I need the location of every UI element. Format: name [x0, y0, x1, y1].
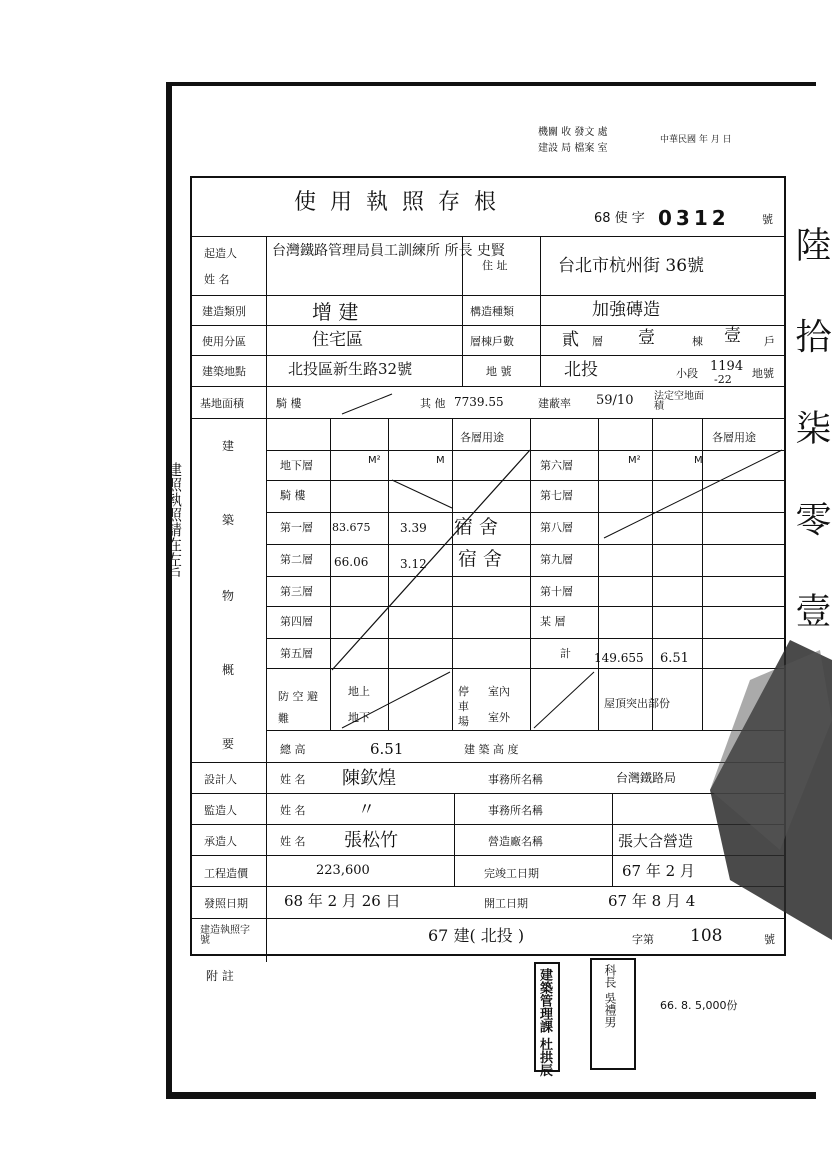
side-label-4: 概: [222, 663, 235, 677]
value-contractor-name: 張松竹: [344, 830, 398, 851]
label-name-2: 姓 名: [280, 804, 306, 817]
tape-overlay: [690, 640, 832, 940]
left-margin-note: 建照執照請在左戶: [165, 462, 183, 582]
label-remarks: 附 註: [206, 969, 234, 983]
value-designer-firm: 台灣鐵路局: [616, 771, 677, 785]
floor-3: 第三層: [280, 585, 313, 598]
label-floor-use-right: 各層用途: [712, 431, 756, 444]
floor-2: 第二層: [280, 553, 313, 566]
value-permit-ref: 67 建( 北投 ): [428, 926, 525, 945]
floor-total: 計: [560, 647, 571, 660]
permit-prefix: 68 使 字: [594, 211, 645, 226]
floor-9: 第九層: [540, 553, 573, 566]
label-unit-word: 戶: [764, 335, 775, 348]
label-below: 地下: [348, 711, 370, 724]
label-floor-use-left: 各層用途: [460, 431, 504, 444]
label-firm-2: 事務所名稱: [488, 804, 543, 817]
value-structure: 加強磚造: [592, 300, 660, 320]
floor-arcade: 騎 樓: [280, 489, 306, 502]
value-start: 67 年 8 月 4: [608, 892, 696, 910]
label-structure: 構造種類: [470, 305, 514, 318]
label-bldg-word: 棟: [692, 335, 703, 348]
value-build-type: 增 建: [312, 300, 359, 324]
value-f1-area: 83.675: [332, 521, 371, 534]
value-small: 1194: [710, 359, 744, 374]
label-designer: 設計人: [204, 773, 237, 786]
value-builder-addr: 台北市杭州街 36號: [558, 256, 705, 276]
label-roof: 屋頂突出部份: [604, 697, 670, 710]
value-other-area: 7739.55: [454, 395, 504, 409]
label-small: 小段: [676, 367, 698, 380]
label-factory: 營造廠名稱: [488, 835, 543, 848]
label-contractor: 承造人: [204, 835, 237, 848]
value-f2-use: 宿 舍: [458, 548, 503, 570]
floor-10: 第十層: [540, 585, 573, 598]
value-issue: 68 年 2 月 26 日: [284, 892, 401, 910]
label-bldg-height: 建 築 高 度: [464, 743, 519, 756]
value-designer-name: 陳欽煌: [342, 768, 396, 789]
floor-8: 第八層: [540, 521, 573, 534]
print-note: 66. 8. 5,000份: [660, 999, 738, 1012]
label-zi: 字第: [632, 933, 654, 946]
label-floors-units: 層棟戶數: [470, 335, 514, 348]
unit-m2-r: M²: [628, 455, 641, 466]
value-district: 北投: [564, 360, 598, 380]
label-name-1: 姓 名: [280, 773, 306, 786]
value-coverage: 59/10: [596, 393, 634, 408]
label-parking: 停 車 場: [458, 685, 469, 728]
label-site-area: 基地面積: [200, 397, 244, 410]
label-permit-ref: 建造執照字號: [200, 925, 250, 946]
label-building-type: 建造類別: [202, 305, 246, 318]
label-outdoor: 室外: [488, 711, 510, 724]
value-supervisor-name: 〃: [358, 800, 375, 820]
receipt-stamp: [532, 118, 764, 158]
value-permit-no: 108: [690, 926, 723, 946]
label-coverage: 建蔽率: [538, 397, 571, 410]
unit-m-r: M: [694, 455, 703, 466]
floor-7: 第七層: [540, 489, 573, 502]
value-zone: 住宅區: [312, 330, 363, 350]
value-units: 壹: [724, 326, 741, 346]
floor-5: 第五層: [280, 647, 313, 660]
label-cost: 工程造價: [204, 867, 248, 880]
stamp-line-1: 機關 收 發文 處: [538, 127, 608, 138]
label-legal-open: 法定空地面積: [654, 391, 704, 412]
floor-1: 第一層: [280, 521, 313, 534]
label-name-3: 姓 名: [280, 835, 306, 848]
value-f2-h: 3.12: [400, 557, 427, 571]
value-completion: 67 年 2 月: [622, 862, 695, 880]
label-hao: 號: [764, 933, 775, 946]
side-label-3: 物: [222, 589, 235, 603]
value-bldgs: 壹: [638, 328, 655, 348]
value-f2-area: 66.06: [334, 555, 369, 569]
label-builder: 起造人: [204, 247, 237, 260]
label-arcade: 騎 樓: [276, 397, 302, 410]
label-air-raid: 防 空 避 難: [278, 690, 318, 725]
stamp-line-2: 建設 局 檔案 室: [538, 143, 608, 154]
label-total-height: 總 高: [280, 743, 306, 756]
side-label-5: 要: [222, 737, 235, 751]
right-margin-note: 陸 拾 柒 零 壹: [790, 226, 831, 650]
value-total-area: 149.655: [594, 651, 644, 665]
value-f1-use: 宿 舍: [454, 516, 499, 538]
label-floor-word: 層: [592, 335, 603, 348]
value-floors: 貳: [562, 330, 579, 350]
unit-m: M: [436, 455, 445, 466]
floor-basement: 地下層: [280, 459, 313, 472]
label-issue-date: 發照日期: [204, 897, 248, 910]
label-site: 建築地點: [202, 365, 246, 378]
value-f1-h: 3.39: [400, 521, 427, 535]
floor-some: 某 層: [540, 615, 566, 628]
value-builder: 台灣鐵路管理局員工訓練所 所長 史賢: [272, 243, 505, 259]
label-indoor: 室內: [488, 685, 510, 698]
seal-section-chief: [534, 962, 560, 1077]
label-address: 住 址: [482, 259, 508, 272]
value-site: 北投區新生路32號: [288, 360, 413, 378]
label-name: 姓 名: [204, 273, 230, 286]
seal-1-text: 建築管理課 杜拱辰: [537, 968, 552, 1077]
label-zone: 使用分區: [202, 335, 246, 348]
value-land: -22: [714, 373, 732, 386]
permit-suffix: 號: [762, 213, 773, 226]
label-firm-1: 事務所名稱: [488, 773, 543, 786]
side-label-1: 建: [222, 439, 235, 453]
unit-m2: M²: [368, 455, 381, 466]
label-supervisor: 監造人: [204, 804, 237, 817]
label-land-2: 地號: [752, 367, 774, 380]
permit-number: 0312: [658, 206, 730, 230]
label-above: 地上: [348, 685, 370, 698]
label-land: 地 號: [486, 365, 512, 378]
stamp-date: 中華民國 年 月 日: [660, 135, 732, 145]
value-height: 6.51: [370, 740, 404, 758]
label-start-date: 開工日期: [484, 897, 528, 910]
value-cost: 223,600: [316, 863, 370, 878]
side-label-2: 築: [222, 513, 235, 527]
label-completion: 完竣工日期: [484, 867, 539, 880]
seal-division-head: [590, 958, 636, 1070]
form-title: 使用執照存根: [294, 190, 511, 215]
label-other: 其 他: [420, 397, 446, 410]
value-total-h: 6.51: [660, 651, 689, 666]
seal-2-text: 科長 吳禮男: [603, 964, 617, 1028]
floor-6: 第六層: [540, 459, 573, 472]
floor-4: 第四層: [280, 615, 313, 628]
value-contractor-firm: 張大合營造: [618, 832, 694, 850]
